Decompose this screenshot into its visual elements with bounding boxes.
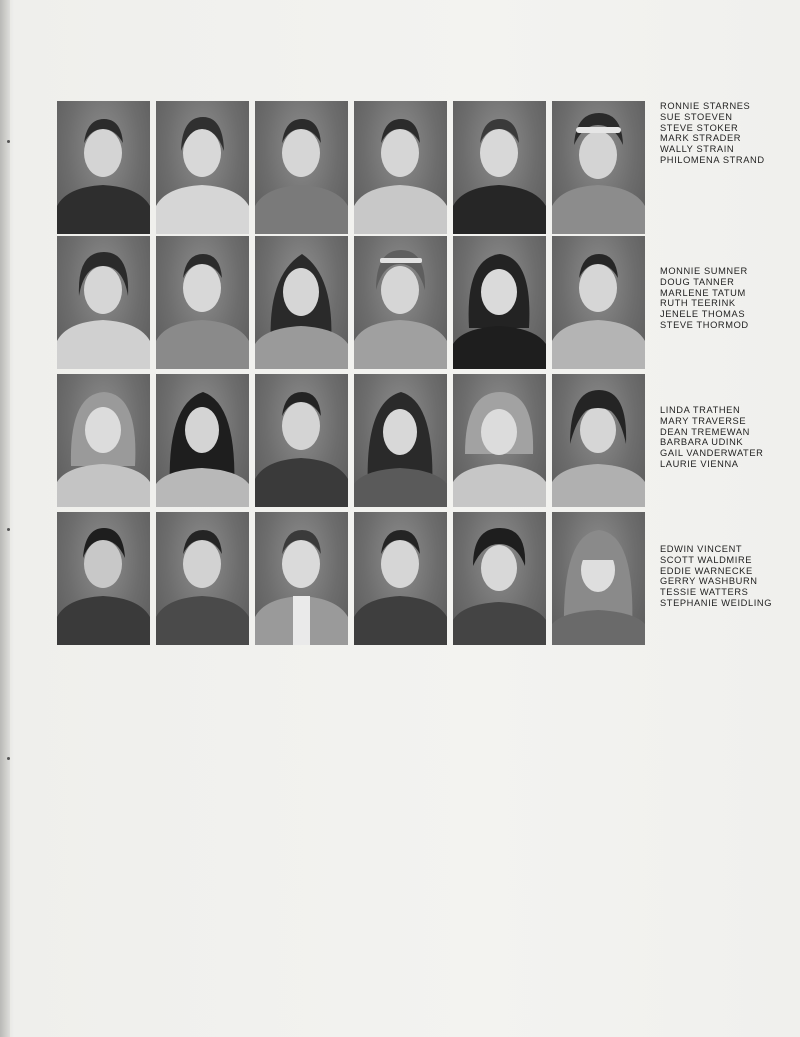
binding-hole xyxy=(7,528,10,531)
student-name: EDWIN VINCENT xyxy=(660,544,743,554)
student-name: RUTH TEERINK xyxy=(660,298,736,309)
student-portrait-photo xyxy=(453,374,546,507)
student-name: MARLENE TATUM xyxy=(660,287,746,298)
page-binding-edge xyxy=(0,0,10,1037)
portrait-row-2 xyxy=(57,236,777,369)
student-portrait-photo xyxy=(255,236,348,369)
student-portrait-photo xyxy=(552,236,645,369)
student-name: MONNIE SUMNER xyxy=(660,266,748,276)
student-name: STEVE STOKER xyxy=(660,122,739,133)
student-portrait-photo xyxy=(156,374,249,507)
student-name: MARY TRAVERSE xyxy=(660,415,747,426)
student-name: BARBARA UDINK xyxy=(660,437,744,448)
student-portrait-photo xyxy=(57,512,150,645)
student-names-list xyxy=(660,544,785,677)
student-portrait-photo xyxy=(354,236,447,369)
student-portrait-photo xyxy=(57,101,150,234)
student-name: DEAN TREMEWAN xyxy=(660,426,750,437)
student-portrait-photo xyxy=(453,236,546,369)
student-portrait-photo xyxy=(57,236,150,369)
student-name: GERRY WASHBURN xyxy=(660,576,758,587)
student-portrait-photo xyxy=(156,236,249,369)
student-portrait-photo xyxy=(354,101,447,234)
student-name: LINDA TRATHEN xyxy=(660,405,741,415)
student-name: STEPHANIE WEIDLING xyxy=(660,597,773,608)
portrait-row-1 xyxy=(57,101,777,234)
student-name: TESSIE WATTERS xyxy=(660,587,749,598)
portrait-row-4 xyxy=(57,512,777,645)
student-name: RONNIE STARNES xyxy=(660,101,751,111)
student-name: LAURIE VIENNA xyxy=(660,458,739,469)
student-name: GAIL VANDERWATER xyxy=(660,448,764,459)
binding-hole xyxy=(7,757,10,760)
portrait-row-3 xyxy=(57,374,777,507)
binding-hole xyxy=(7,140,10,143)
student-name: MARK STRADER xyxy=(660,133,742,144)
student-name: PHILOMENA STRAND xyxy=(660,154,765,165)
student-portrait-photo xyxy=(552,374,645,507)
student-portrait-photo xyxy=(156,101,249,234)
student-portrait-photo xyxy=(255,101,348,234)
student-names-list xyxy=(660,101,785,234)
student-portrait-photo xyxy=(552,512,645,645)
student-name: DOUG TANNER xyxy=(660,276,735,287)
student-portrait-photo xyxy=(57,374,150,507)
student-portrait-photo xyxy=(354,374,447,507)
student-portrait-photo xyxy=(453,512,546,645)
student-name: JENELE THOMAS xyxy=(660,309,746,320)
student-portrait-photo xyxy=(354,512,447,645)
student-portrait-photo xyxy=(453,101,546,234)
student-portrait-photo xyxy=(255,374,348,507)
student-name: WALLY STRAIN xyxy=(660,144,735,155)
student-portrait-photo xyxy=(255,512,348,645)
student-portrait-photo xyxy=(552,101,645,234)
student-portrait-photo xyxy=(156,512,249,645)
student-name: SUE STOEVEN xyxy=(660,111,733,122)
student-name: STEVE THORMOD xyxy=(660,319,749,330)
student-name: EDDIE WARNECKE xyxy=(660,565,753,576)
student-name: SCOTT WALDMIRE xyxy=(660,554,753,565)
